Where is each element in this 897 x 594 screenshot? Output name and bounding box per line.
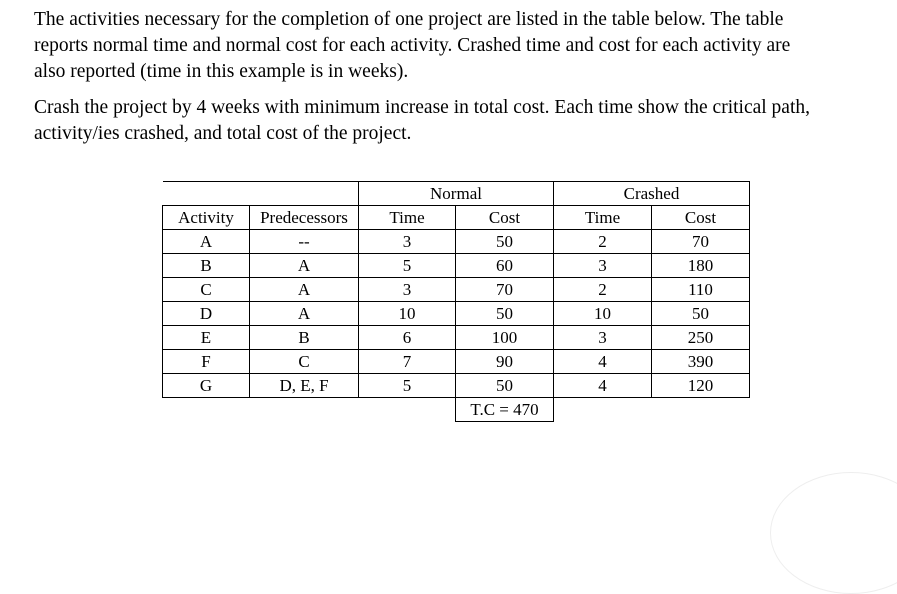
crashed-group-header: Crashed: [554, 182, 750, 206]
activity-cell: A: [163, 230, 250, 254]
table-row: [163, 350, 750, 374]
crashed-cost-cell: 390: [652, 350, 750, 374]
activity-cell: C: [163, 278, 250, 302]
crashed-cost-cell: 120: [652, 374, 750, 398]
normal-cost-cell: 60: [456, 254, 554, 278]
blank-cell: [652, 398, 750, 422]
crashed-time-cell: 10: [554, 302, 652, 326]
normal-group-header: Normal: [359, 182, 554, 206]
predecessors-cell: A: [250, 302, 359, 326]
table-row: [163, 278, 750, 302]
predecessors-cell: B: [250, 326, 359, 350]
predecessors-cell: A: [250, 278, 359, 302]
crashed-time-cell: 2: [554, 230, 652, 254]
table-row: [163, 302, 750, 326]
normal-time-cell: 7: [359, 350, 456, 374]
crashed-cost-cell: 110: [652, 278, 750, 302]
normal-cost-header: Cost: [456, 206, 554, 230]
normal-cost-cell: 100: [456, 326, 554, 350]
activity-cell: B: [163, 254, 250, 278]
table-row: [163, 326, 750, 350]
crashed-cost-cell: 250: [652, 326, 750, 350]
crashed-time-header: Time: [554, 206, 652, 230]
crashed-time-cell: 3: [554, 326, 652, 350]
predecessors-cell: C: [250, 350, 359, 374]
normal-cost-cell: 90: [456, 350, 554, 374]
crashed-cost-cell: 180: [652, 254, 750, 278]
normal-time-cell: 10: [359, 302, 456, 326]
activity-cell: E: [163, 326, 250, 350]
predecessors-header: Predecessors: [250, 206, 359, 230]
total-cost-cell: T.C = 470: [456, 398, 554, 422]
blank-cell: [554, 398, 652, 422]
faint-corner-arc: [770, 472, 897, 594]
crashed-time-cell: 4: [554, 374, 652, 398]
crashed-time-cell: 2: [554, 278, 652, 302]
normal-cost-cell: 50: [456, 230, 554, 254]
crashed-time-cell: 3: [554, 254, 652, 278]
normal-time-cell: 5: [359, 374, 456, 398]
normal-time-cell: 6: [359, 326, 456, 350]
header-blank-cell: [163, 182, 250, 206]
predecessors-cell: --: [250, 230, 359, 254]
blank-cell: [359, 398, 456, 422]
predecessors-cell: D, E, F: [250, 374, 359, 398]
normal-time-cell: 3: [359, 230, 456, 254]
normal-time-cell: 3: [359, 278, 456, 302]
activity-cell: F: [163, 350, 250, 374]
normal-time-header: Time: [359, 206, 456, 230]
activity-cell: G: [163, 374, 250, 398]
normal-cost-cell: 70: [456, 278, 554, 302]
group-header-row: [163, 182, 750, 206]
column-header-row: [163, 206, 750, 230]
table-row: [163, 254, 750, 278]
activity-cell: D: [163, 302, 250, 326]
normal-time-cell: 5: [359, 254, 456, 278]
blank-cell: [250, 398, 359, 422]
crashed-cost-cell: 50: [652, 302, 750, 326]
crashed-cost-cell: 70: [652, 230, 750, 254]
crashed-cost-header: Cost: [652, 206, 750, 230]
problem-paragraph-2: Crash the project by 4 weeks with minimum increase in total cost. Each time show the critical path, activity/ies crashed, and total cost of the project.: [34, 97, 811, 144]
normal-cost-cell: 50: [456, 374, 554, 398]
activity-table: [162, 181, 750, 422]
header-blank-cell: [250, 182, 359, 206]
table-row: [163, 230, 750, 254]
activity-header: Activity: [163, 206, 250, 230]
normal-cost-cell: 50: [456, 302, 554, 326]
problem-paragraph-1: The activities necessary for the completion of one project are listed in the table below. The table reports normal time and normal cost for each activity. Crashed time and cost for each activity are also reported (time in this example is in weeks).: [34, 9, 791, 82]
crashed-time-cell: 4: [554, 350, 652, 374]
blank-cell: [163, 398, 250, 422]
table-row: [163, 374, 750, 398]
total-cost-row: [163, 398, 750, 422]
predecessors-cell: A: [250, 254, 359, 278]
